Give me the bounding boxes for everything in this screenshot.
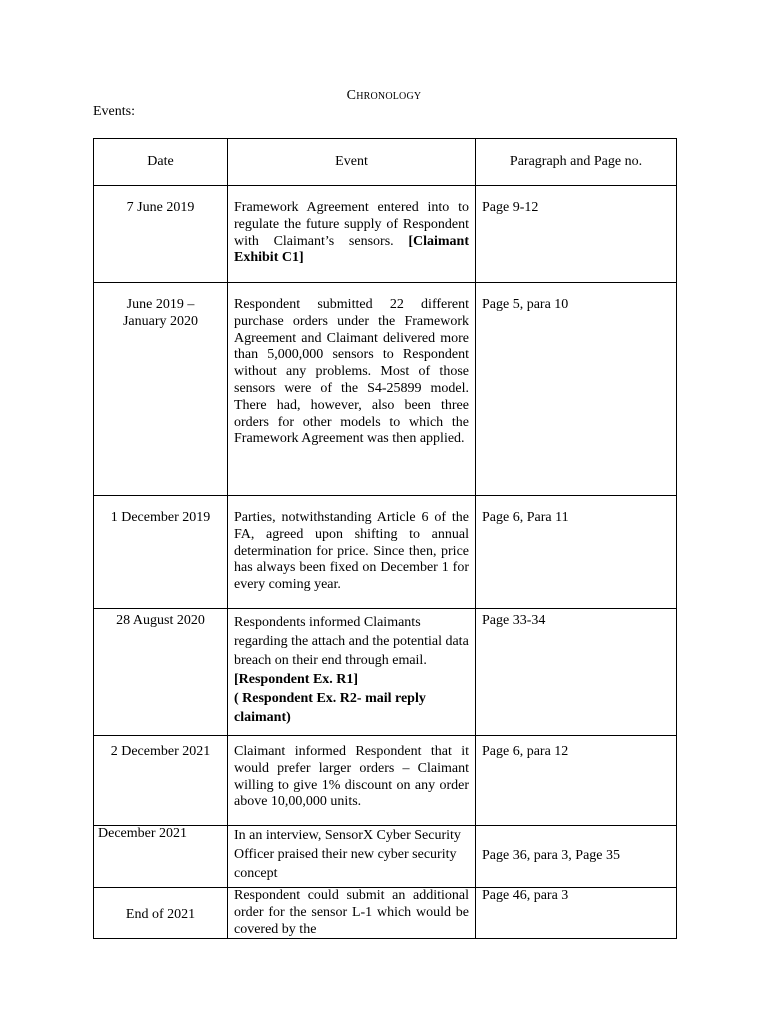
table-row [94, 283, 677, 496]
row-reference: Page 5, para 10 [476, 283, 677, 496]
row-event [228, 888, 476, 939]
row-reference: Page 6, Para 11 [476, 496, 677, 609]
row-date: 7 June 2019 [94, 186, 228, 283]
row-date: End of 2021 [94, 888, 228, 939]
table-row [94, 888, 677, 939]
row-date [94, 283, 228, 496]
header-event: Event [228, 139, 476, 186]
row-event [228, 609, 476, 736]
row-event: Claimant informed Respondent that it would prefer larger orders – Claimant willing to give 1% discount on any order above 10,00,000 units. [228, 736, 476, 826]
event-text: Respondents informed Claimants regarding the attach and the potential data breach on their end through email. [234, 615, 469, 668]
exhibit-reference: ( Respondent Ex. R2- mail reply claimant) [234, 691, 426, 725]
table-header-row [94, 139, 677, 186]
row-reference: Page 36, para 3, Page 35 [476, 826, 677, 888]
chronology-table [93, 138, 677, 939]
table-row [94, 609, 677, 736]
row-event: In an interview, SensorX Cyber Security Officer praised their new cyber security concept [228, 826, 476, 888]
events-label: Events: [93, 104, 135, 119]
row-reference: Page 33-34 [476, 609, 677, 736]
row-event: Parties, notwithstanding Article 6 of the FA, agreed upon shifting to annual determination for price. Since then, price has always been fixed on December 1 for every coming year. [228, 496, 476, 609]
row-reference: Page 46, para 3 [476, 888, 677, 939]
date-line: June 2019 – [126, 297, 195, 312]
table-row [94, 736, 677, 826]
table-row [94, 826, 677, 888]
row-date: 1 December 2019 [94, 496, 228, 609]
row-reference: Page 6, para 12 [476, 736, 677, 826]
row-date: 28 August 2020 [94, 609, 228, 736]
row-reference: Page 9-12 [476, 186, 677, 283]
event-text: Respondent could submit an additional order for the sensor L-1 which would be covered by the [234, 888, 469, 937]
document-title: Chronology [346, 88, 422, 103]
table-row [94, 186, 677, 283]
header-date: Date [94, 139, 228, 186]
exhibit-reference: [Claimant Exhibit C1] [234, 233, 469, 266]
event-text: Framework Agreement entered into to regulate the future supply of Respondent with Claimant’s sensors. [234, 200, 469, 249]
row-event: Respondent submitted 22 different purchase orders under the Framework Agreement and Claimant delivered more than 5,000,000 sensors to Respondent without any problems. Most of those sensors were of the S4-25899 model. There had, however, also been three orders for other models to which the Framework Agreement was then applied. [228, 283, 476, 496]
row-date: 2 December 2021 [94, 736, 228, 826]
date-line: January 2020 [122, 313, 199, 329]
exhibit-reference: [Respondent Ex. R1] [234, 672, 359, 687]
header-paragraph: Paragraph and Page no. [476, 139, 677, 186]
row-date: December 2021 [94, 826, 228, 888]
table-row [94, 496, 677, 609]
row-event [228, 186, 476, 283]
